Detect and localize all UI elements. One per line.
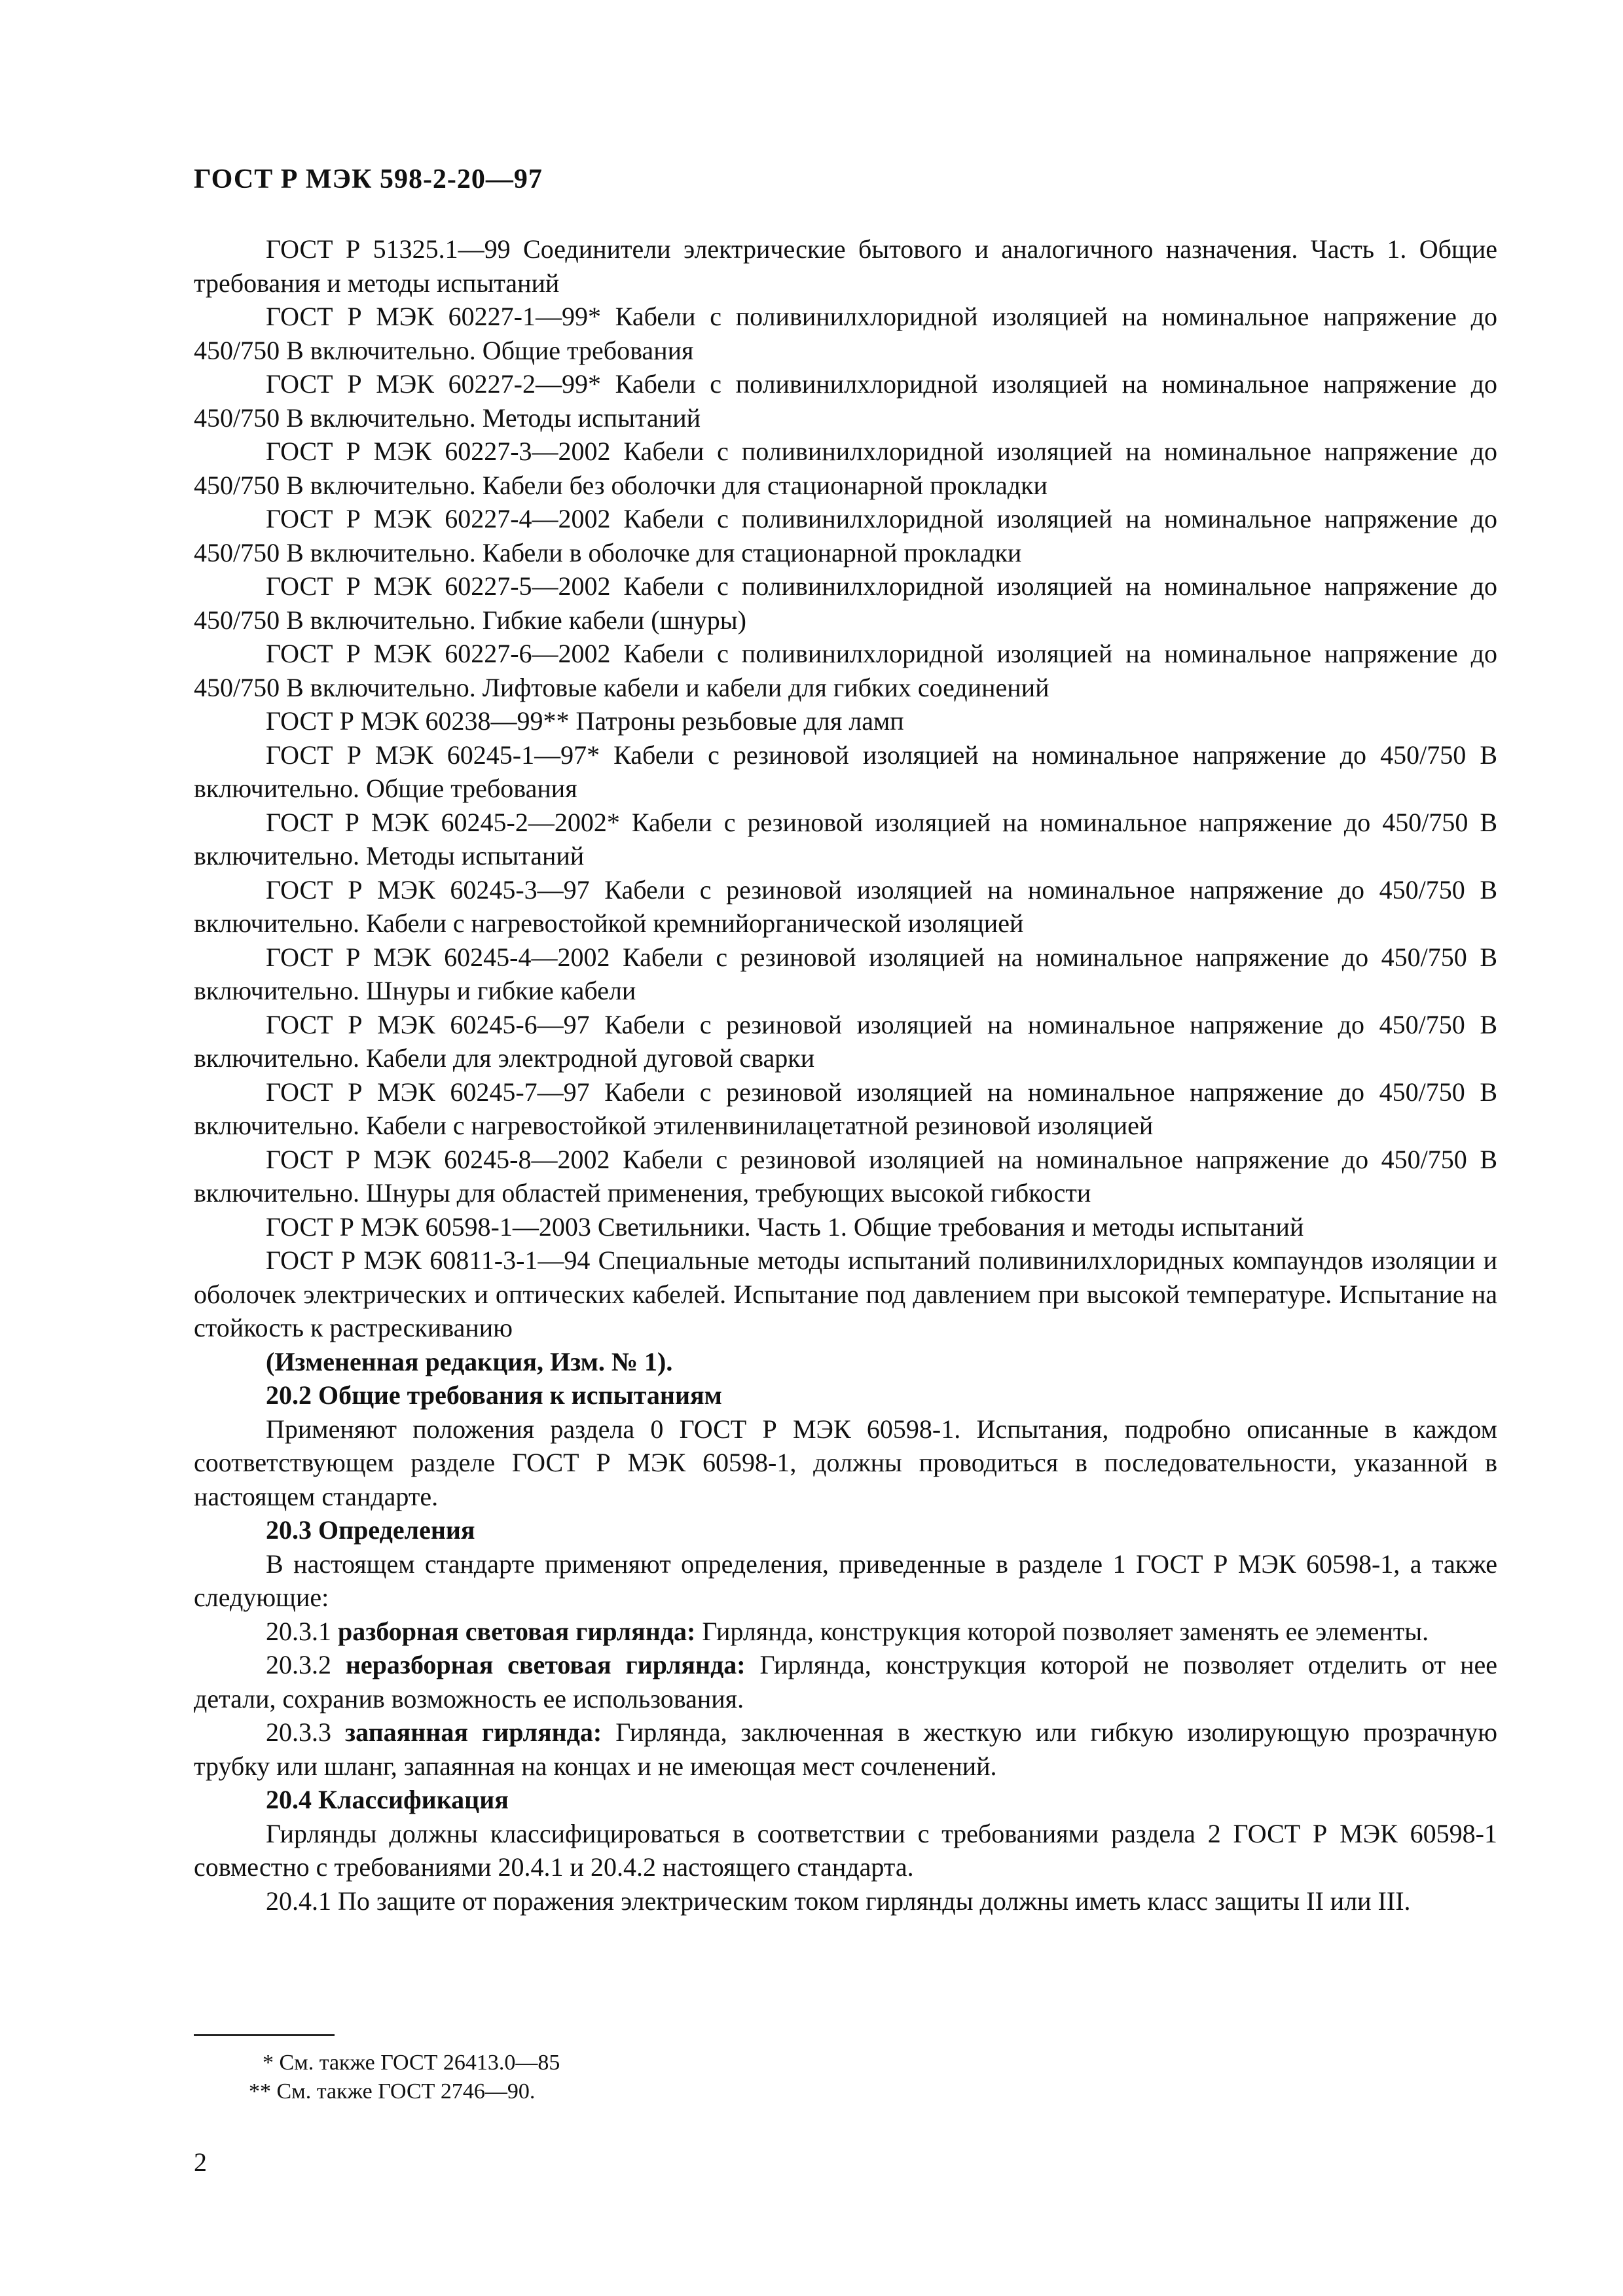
document-body: [194, 232, 1497, 1918]
definition-number: 20.3.2: [266, 1650, 331, 1679]
footnote-item: ** См. также ГОСТ 2746—90.: [249, 2079, 536, 2104]
section-text-20-2: Применяют положения раздела 0 ГОСТ Р МЭК 60598-1. Испытания, подробно описанные в каждом соответствующем разделе ГОСТ Р МЭК 60598-1, должны проводиться в последовательности, указанной в настоящем стандарте.: [194, 1414, 1497, 1511]
reference-item: ГОСТ Р МЭК 60811-3-1—94 Специальные методы испытаний поливинилхлоридных компаундов изоляции и оболочек электрических и оптических кабелей. Испытание под давлением при высокой температуре. Испытание на стойкость к растрескиванию: [194, 1246, 1497, 1342]
section-text-20-3: В настоящем стандарте применяют определения, приведенные в разделе 1 ГОСТ Р МЭК 60598-1, а также следующие:: [194, 1549, 1497, 1612]
definition-number: 20.3.1: [266, 1616, 331, 1646]
reference-item: ГОСТ Р МЭК 60227-4—2002 Кабели с поливинилхлоридной изоляцией на номинальное напряжение до 450/750 В включительно. Кабели в оболочке для стационарной прокладки: [194, 504, 1497, 567]
reference-item: ГОСТ Р МЭК 60245-4—2002 Кабели с резиновой изоляцией на номинальное напряжение до 450/750 В включительно. Шнуры и гибкие кабели: [194, 942, 1497, 1005]
reference-item: ГОСТ Р 51325.1—99 Соединители электрические бытового и аналогичного назначения. Часть 1. Общие требования и методы испытаний: [194, 234, 1497, 298]
footnote-item: * См. также ГОСТ 26413.0—85: [263, 2051, 560, 2075]
reference-item: ГОСТ Р МЭК 60227-6—2002 Кабели с поливинилхлоридной изоляцией на номинальное напряжение до 450/750 В включительно. Лифтовые кабели и кабели для гибких соединений: [194, 639, 1497, 702]
footnote-divider: [194, 2034, 335, 2036]
reference-item: ГОСТ Р МЭК 60245-8—2002 Кабели с резиновой изоляцией на номинальное напряжение до 450/750 В включительно. Шнуры для областей применения, требующих высокой гибкости: [194, 1144, 1497, 1208]
footnotes: [194, 2049, 560, 2106]
section-heading-20-3: 20.3 Определения: [266, 1515, 475, 1545]
page-number: 2: [194, 2147, 207, 2177]
definition-20-3-1: [194, 1615, 1497, 1649]
reference-item: ГОСТ Р МЭК 60227-2—99* Кабели с поливинилхлоридной изоляцией на номинальное напряжение до 450/750 В включительно. Методы испытаний: [194, 369, 1497, 433]
definition-number: 20.3.3: [266, 1717, 331, 1747]
definition-text: Гирлянда, конструкция которой не позволяет отделить от нее детали, сохранив возможность ее использования.: [194, 1650, 1497, 1713]
reference-item: ГОСТ Р МЭК 60227-1—99* Кабели с поливинилхлоридной изоляцией на номинальное напряжение до 450/750 В включительно. Общие требования: [194, 302, 1497, 365]
reference-item: ГОСТ Р МЭК 60238—99** Патроны резьбовые для ламп: [266, 706, 904, 736]
document-header: ГОСТ Р МЭК 598-2-20—97: [194, 164, 543, 194]
definition-20-3-2: [194, 1648, 1497, 1715]
definition-20-3-3: [194, 1715, 1497, 1783]
definition-text: Гирлянда, конструкция которой позволяет заменять ее элементы.: [702, 1616, 1429, 1646]
reference-item: ГОСТ Р МЭК 60227-5—2002 Кабели с поливинилхлоридной изоляцией на номинальное напряжение до 450/750 В включительно. Гибкие кабели (шнуры): [194, 571, 1497, 635]
reference-item: ГОСТ Р МЭК 60598-1—2003 Светильники. Часть 1. Общие требования и методы испытаний: [266, 1211, 1304, 1242]
section-text-20-4-1: 20.4.1 По защите от поражения электрическим током гирлянды должны иметь класс защиты II или III.: [266, 1886, 1411, 1916]
reference-item: ГОСТ Р МЭК 60245-3—97 Кабели с резиновой изоляцией на номинальное напряжение до 450/750 В включительно. Кабели с нагревостойкой кремнийорганической изоляцией: [194, 874, 1497, 938]
section-heading-20-2: 20.2 Общие требования к испытаниям: [266, 1380, 722, 1410]
definition-term: запаянная гирлянда:: [345, 1717, 602, 1747]
reference-item: ГОСТ Р МЭК 60227-3—2002 Кабели с поливинилхлоридной изоляцией на номинальное напряжение до 450/750 В включительно. Кабели без оболочки для стационарной прокладки: [194, 437, 1497, 500]
reference-item: ГОСТ Р МЭК 60245-7—97 Кабели с резиновой изоляцией на номинальное напряжение до 450/750 В включительно. Кабели с нагревостойкой этиленвинилацетатной резиновой изоляцией: [194, 1077, 1497, 1140]
definition-text: Гирлянда, заключенная в жесткую или гибкую изолирующую прозрачную трубку или шланг, запаянная на концах и не имеющая мест сочленений.: [194, 1717, 1498, 1781]
amendment-note: (Измененная редакция, Изм. № 1).: [266, 1346, 673, 1376]
reference-item: ГОСТ Р МЭК 60245-6—97 Кабели с резиновой изоляцией на номинальное напряжение до 450/750 В включительно. Кабели для электродной дуговой сварки: [194, 1009, 1497, 1073]
section-heading-20-4: 20.4 Классификация: [266, 1785, 509, 1814]
definition-term: неразборная световая гирлянда:: [345, 1650, 746, 1679]
reference-item: ГОСТ Р МЭК 60245-1—97* Кабели с резиновой изоляцией на номинальное напряжение до 450/750 В включительно. Общие требования: [194, 740, 1497, 803]
definition-term: разборная световая гирлянда:: [338, 1616, 696, 1646]
section-text-20-4: Гирлянды должны классифицироваться в соответствии с требованиями раздела 2 ГОСТ Р МЭК 60598-1 совместно с требованиями 20.4.1 и 20.4.2 настоящего стандарта.: [194, 1818, 1497, 1882]
reference-item: ГОСТ Р МЭК 60245-2—2002* Кабели с резиновой изоляцией на номинальное напряжение до 450/750 В включительно. Методы испытаний: [194, 807, 1497, 870]
